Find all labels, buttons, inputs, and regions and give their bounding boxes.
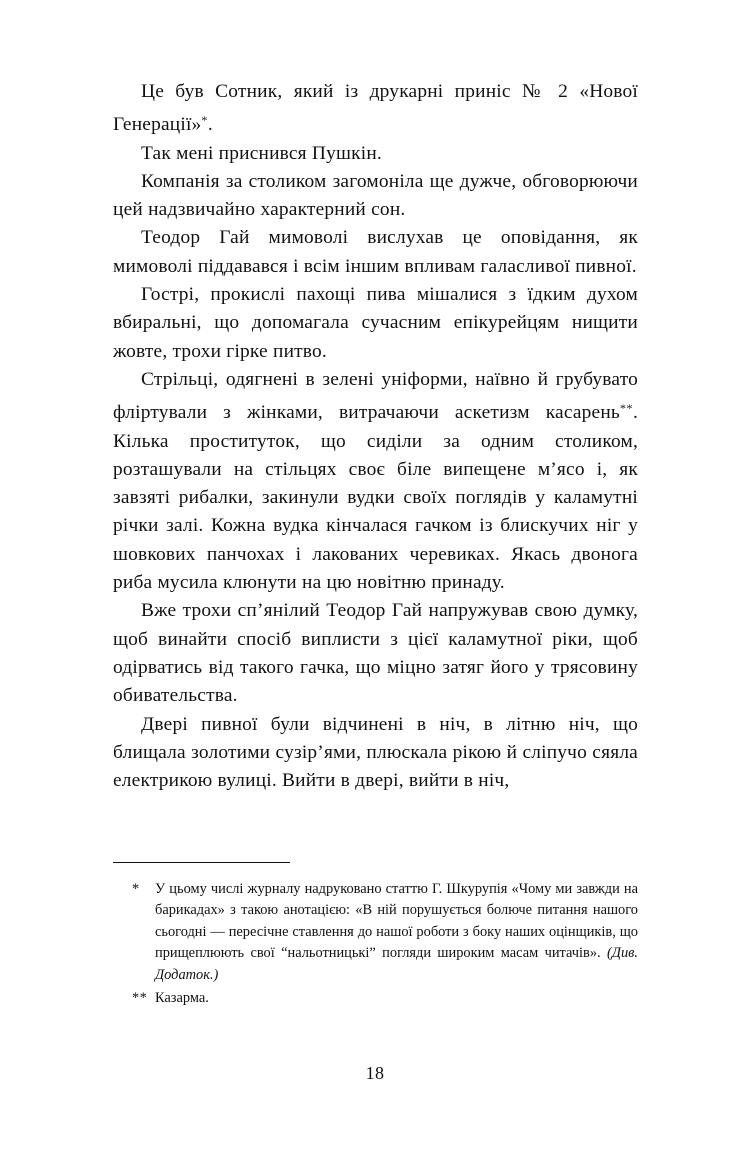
paragraph [113, 366, 638, 597]
footnote-text-plain: Казарма. [155, 990, 209, 1007]
paragraph: Компанія за столиком загомоніла ще дужче, обговорюючи цей надзвичайно характерний сон. [113, 170, 638, 221]
footnote-item [113, 879, 638, 986]
footnote-text [155, 879, 638, 986]
paragraph: Гострі, прокислі пахощі пива мішалися з їдким духом вбиральні, що допомагала сучасним епікурейцям нищити жовте, трохи гірке питво. [113, 284, 638, 362]
footnote-text-plain: У цьому числі журналу надруковано статтю Г. Шкурупія «Чому ми завжди на барикадах» з такою анотацією: «В ній порушується болюче питання нашого сьогодні — пересічне ставлення до нашої роботи з боку наших оцінщиків, що прищеплюють свої “нальотницькі” погляди широким масам читачів». [155, 881, 638, 962]
page-number: 18 [365, 1063, 385, 1083]
paragraph [113, 78, 638, 140]
footnote-marker: * [132, 881, 140, 897]
paragraph: Двері пивної були відчинені в ніч, в літню ніч, що блищала золотими сузір’ями, плюскала рікою й сліпучо сяяла електрикою вулиці. Вийти в двері, вийти в ніч, [113, 713, 638, 792]
paragraph-tail: . Кілька проституток, що сиділи за одним столиком, розташували на стільцях своє біле випещене м’ясо і, як завзяті рибалки, закинули вудки своїх поглядів у каламутні річки залі. Кожна вудка кінчалася гачком із блискучих ніг у шовкових панчохах і лакованих черевиках. Якась двонога риба мусила клюнути на цю новітню принаду. [113, 402, 638, 594]
paragraph: Вже трохи сп’янілий Теодор Гай напружував свою думку, щоб винайти спосіб виплисти з цієї каламутної ріки, щоб одірватись від такого гачка, що міцно затяг його у трясовину обивательства. [113, 600, 638, 707]
paragraph-text: Це був Сотник, який із друкарні приніс № 2 «Нової Генерації» [113, 81, 638, 136]
body-text-block [113, 78, 638, 795]
footnote-item [113, 988, 638, 1009]
footnote-text-italic: (Див. Додаток.) [155, 945, 638, 983]
footnote-ref-double[interactable]: ** [619, 401, 633, 416]
paragraph: Теодор Гай мимоволі вислухав це оповідання, як мимоволі піддавався і всім іншим впливам галасливої пивної. [113, 227, 638, 277]
footnote-text [155, 988, 638, 1009]
footnote-area [113, 862, 638, 1009]
paragraph-tail: . [207, 114, 213, 136]
footnote-ref-single[interactable]: * [201, 113, 208, 128]
footnote-separator-rule [113, 862, 290, 863]
paragraph: Так мені приснився Пушкін. [141, 142, 382, 164]
footnote-marker: ** [132, 990, 148, 1007]
paragraph-text: Стрільці, одягнені в зелені уніформи, наївно й грубувато фліртували з жінками, витрачаючи аскетизм касарень [113, 368, 638, 424]
